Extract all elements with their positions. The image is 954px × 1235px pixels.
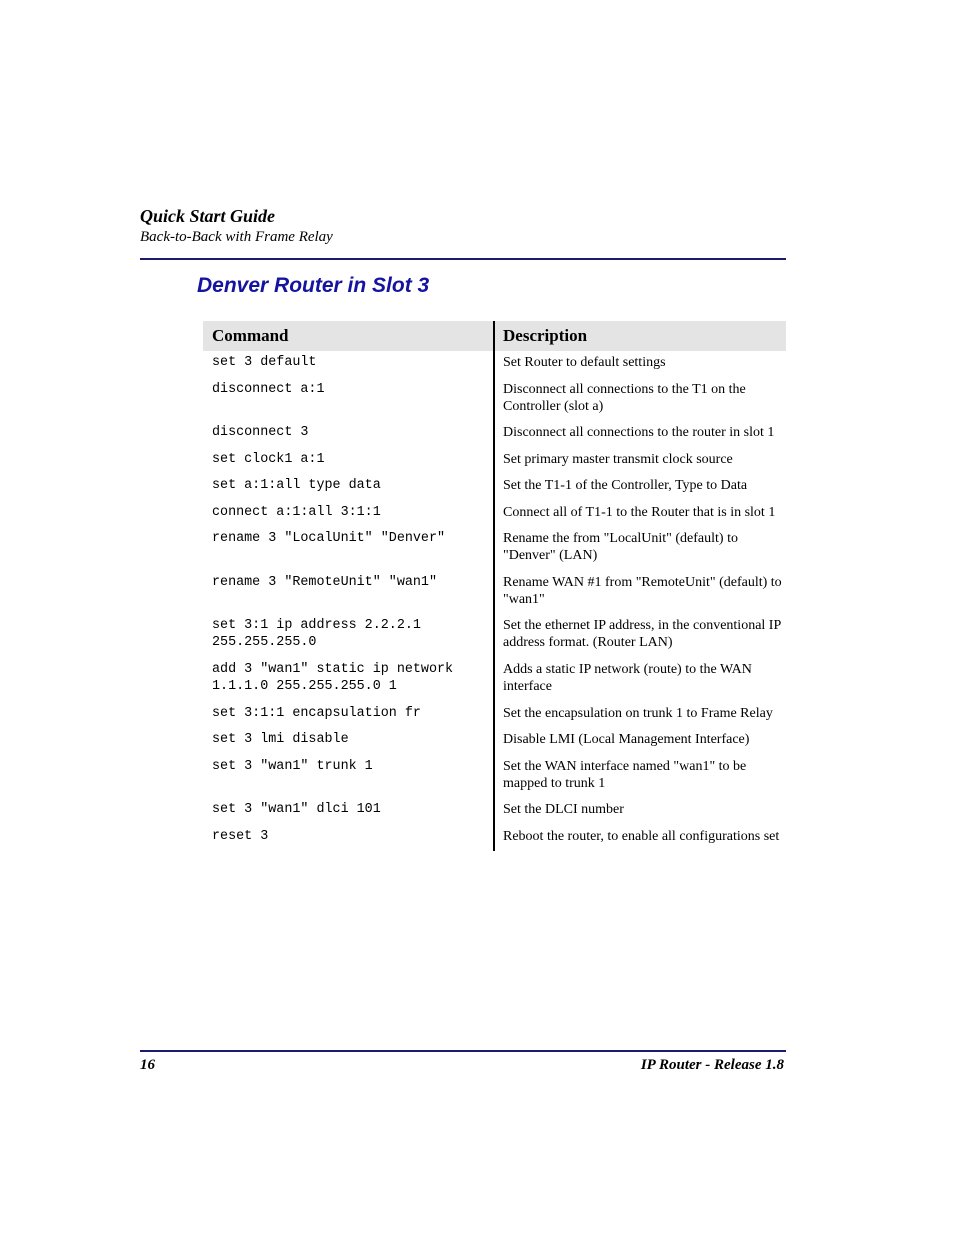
description-cell: Disconnect all connections to the T1 on the Controller (slot a) <box>503 382 746 414</box>
description-cell: Rename WAN #1 from "RemoteUnit" (default) to "wan1" <box>503 575 782 607</box>
page-number: 16 <box>140 1057 155 1073</box>
description-cell: Set the WAN interface named "wan1" to be mapped to trunk 1 <box>503 759 747 791</box>
section-title: Denver Router in Slot 3 <box>197 274 430 297</box>
command-cell: set 3 default <box>212 355 317 370</box>
description-cell: Rename the from "LocalUnit" (default) to "Denver" (LAN) <box>503 531 738 563</box>
description-cell: Disable LMI (Local Management Interface) <box>503 732 750 747</box>
description-cell: Set the encapsulation on trunk 1 to Frame Relay <box>503 706 773 721</box>
command-cell: rename 3 "RemoteUnit" "wan1" <box>212 575 437 590</box>
description-cell: Set the ethernet IP address, in the conventional IP address format. (Router LAN) <box>503 618 781 650</box>
description-cell: Set primary master transmit clock source <box>503 452 733 467</box>
command-cell: set 3 lmi disable <box>212 732 349 747</box>
command-cell: set 3:1:1 encapsulation fr <box>212 706 421 721</box>
command-cell: add 3 "wan1" static ip network 1.1.1.0 255.255.255.0 1 <box>212 662 462 694</box>
header-command: Command <box>212 326 289 345</box>
description-cell: Adds a static IP network (route) to the WAN interface <box>503 662 752 694</box>
header-subtitle: Back-to-Back with Frame Relay <box>140 229 333 245</box>
description-cell: Reboot the router, to enable all configurations set <box>503 829 780 844</box>
command-cell: set a:1:all type data <box>212 478 381 493</box>
command-cell: set 3:1 ip address 2.2.2.1 255.255.255.0 <box>212 618 429 650</box>
command-cell: disconnect a:1 <box>212 382 325 397</box>
command-cell: disconnect 3 <box>212 425 309 440</box>
header-description: Description <box>503 326 588 345</box>
header-rule <box>140 258 786 260</box>
command-cell: set clock1 a:1 <box>212 452 325 467</box>
description-cell: Connect all of T1-1 to the Router that is in slot 1 <box>503 505 776 520</box>
footer-doc-title: IP Router - Release 1.8 <box>640 1057 784 1073</box>
command-table <box>203 321 786 854</box>
description-cell: Disconnect all connections to the router in slot 1 <box>503 425 775 440</box>
description-cell: Set Router to default settings <box>503 355 666 370</box>
command-cell: reset 3 <box>212 829 269 844</box>
command-cell: set 3 "wan1" dlci 101 <box>212 802 381 817</box>
command-cell: connect a:1:all 3:1:1 <box>212 505 381 520</box>
description-cell: Set the T1-1 of the Controller, Type to Data <box>503 478 748 493</box>
footer-rule <box>140 1050 786 1052</box>
command-cell: rename 3 "LocalUnit" "Denver" <box>212 531 446 546</box>
command-cell: set 3 "wan1" trunk 1 <box>212 759 373 774</box>
header-title: Quick Start Guide <box>140 206 276 226</box>
description-cell: Set the DLCI number <box>503 802 624 817</box>
column-divider <box>493 321 495 851</box>
